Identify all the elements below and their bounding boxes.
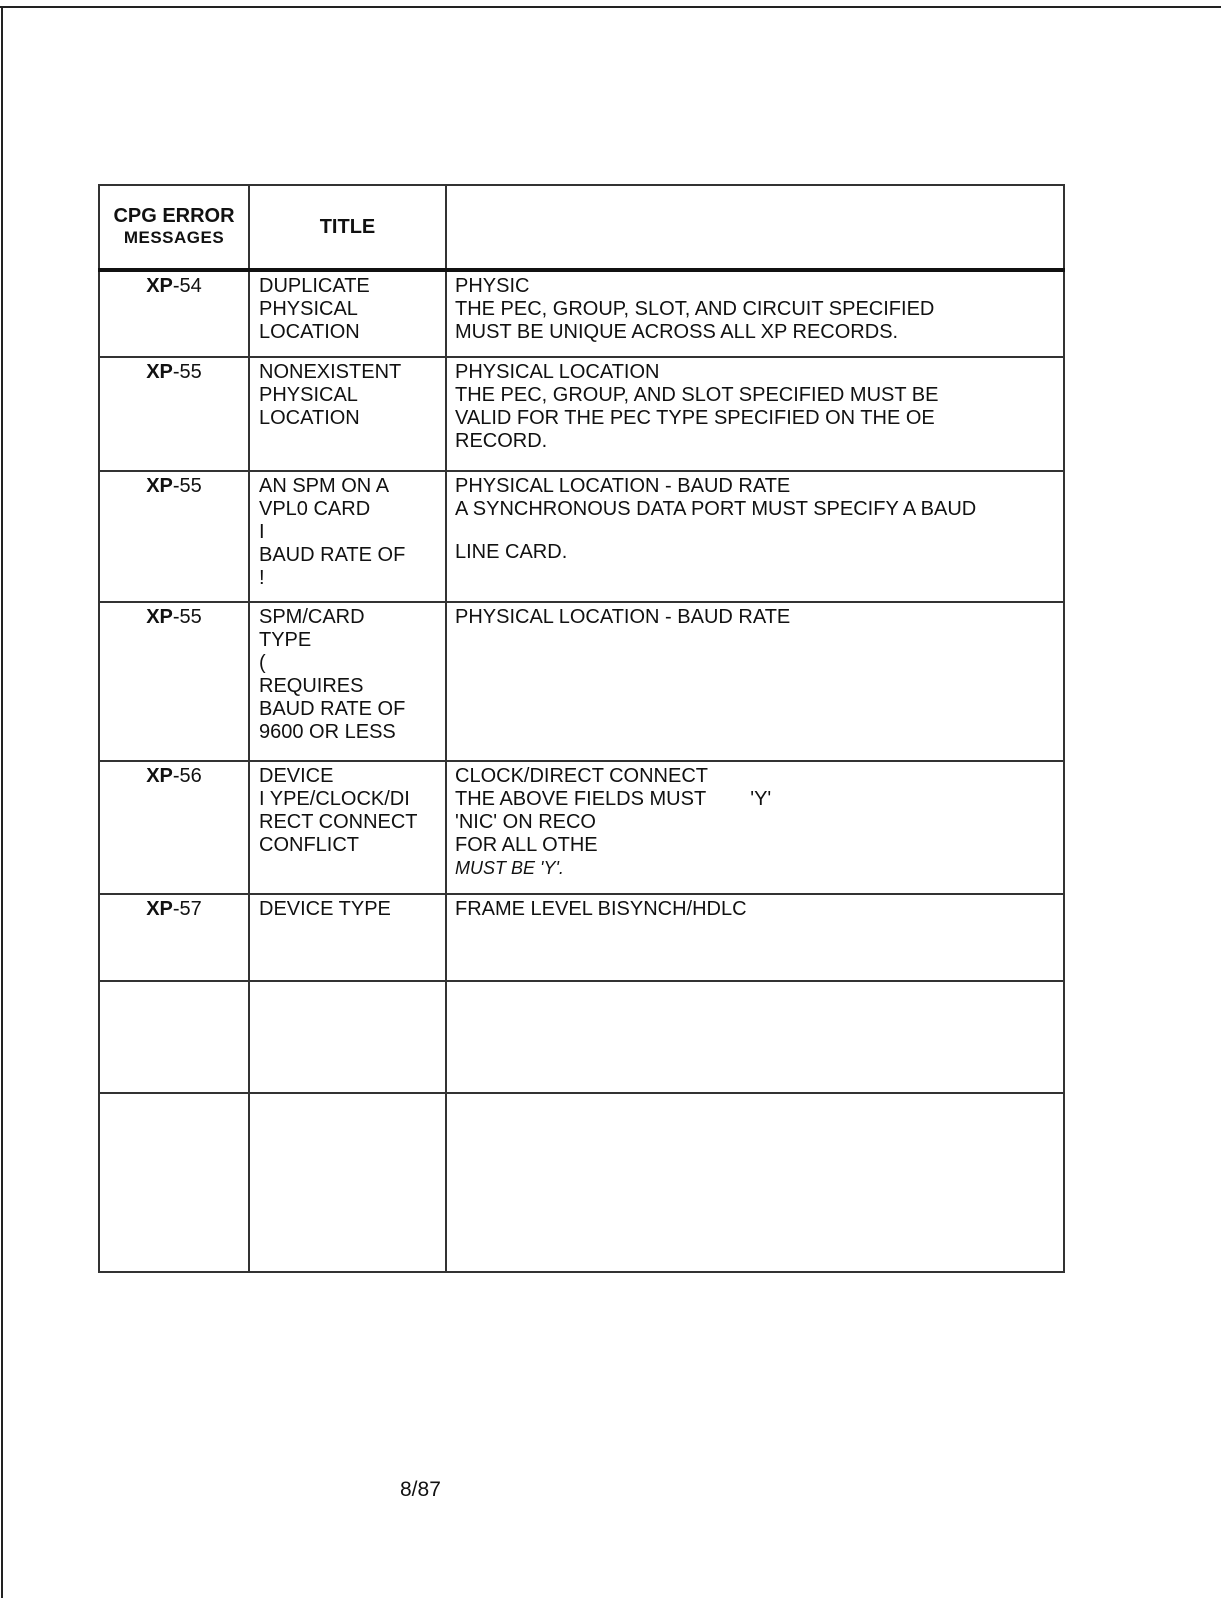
title-line: I YPE/CLOCK/DI [259,788,410,810]
description-line: LINE CARD. [455,541,568,563]
description-line: PHYSICAL LOCATION - BAUD RATE [455,475,791,497]
title-line: DUPLICATE [259,275,370,297]
error-code-suffix: -55 [172,475,202,497]
error-code-cell [99,981,249,1093]
title-line: RECT CONNECT [259,811,418,833]
title-line: BAUD RATE OF [259,698,406,720]
error-description-cell [446,270,1064,357]
page-number: 8/87 [400,1478,441,1501]
error-code-prefix: XP [146,898,173,920]
title-line: REQUIRES [259,675,364,697]
title-line: CONFLICT [259,834,359,856]
title-line: 9600 OR LESS [259,721,396,743]
title-line: I [259,521,265,543]
header-title-label: TITLE [319,215,376,238]
error-title-cell [249,270,446,357]
title-line: BAUD RATE OF [259,544,406,566]
error-description-cell [446,894,1064,981]
error-code-prefix: XP [146,475,173,497]
description-line: THE PEC, GROUP, SLOT, AND CIRCUIT SPECIFIED [455,298,935,320]
description-line: THE ABOVE FIELDS MUST 'Y' [455,788,772,810]
description-line: MUST BE UNIQUE ACROSS ALL XP RECORDS. [455,321,899,343]
title-line: AN SPM ON A [259,475,390,497]
title-line: NONEXISTENT [259,361,402,383]
title-line: LOCATION [259,407,360,429]
header-cpg-error-messages [99,185,249,270]
table-row-empty [99,981,1064,1093]
error-code-prefix: XP [146,275,173,297]
error-description-cell [446,602,1064,761]
title-line: DEVICE TYPE [259,898,391,920]
description-line: THE PEC, GROUP, AND SLOT SPECIFIED MUST BE [455,384,939,406]
title-line: PHYSICAL [259,384,358,406]
error-code-suffix: -55 [172,361,202,383]
table-row [99,270,1064,357]
description-line: RECORD. [455,430,548,452]
title-line: SPM/CARD [259,606,365,628]
description-line: 'NIC' ON RECO [455,811,596,833]
error-code-suffix: -55 [172,606,202,628]
header-title [249,185,446,270]
title-line: LOCATION [259,321,360,343]
error-code-prefix: XP [146,606,173,628]
error-title-cell [249,357,446,471]
description-line: A SYNCHRONOUS DATA PORT MUST SPECIFY A BAUD [455,498,977,520]
header-description [446,185,1064,270]
table-row-empty [99,1093,1064,1272]
header-error-line2: MESSAGES [123,228,225,247]
error-code-cell [99,1093,249,1272]
description-line: PHYSICAL LOCATION [455,361,660,383]
title-line: TYPE [259,629,312,651]
error-title-cell [249,471,446,602]
error-description-cell [446,761,1064,894]
top-rule [0,6,1221,8]
title-line: ! [259,567,265,589]
description-line: VALID FOR THE PEC TYPE SPECIFIED ON THE OE [455,407,935,429]
description-line: MUST BE 'Y'. [455,858,564,878]
table-row [99,471,1064,602]
error-code-cell [99,894,249,981]
error-code-cell [99,602,249,761]
description-line: PHYSIC [455,275,530,297]
error-code-suffix: -54 [172,275,202,297]
error-title-cell [249,602,446,761]
error-code-cell [99,357,249,471]
title-line: ( [259,652,266,674]
description-line: CLOCK/DIRECT CONNECT [455,765,708,787]
error-message-table [98,184,1065,1273]
error-title-cell [249,981,446,1093]
error-code-suffix: -57 [172,898,202,920]
error-description-cell [446,357,1064,471]
error-code-suffix: -56 [172,765,202,787]
title-line: DEVICE [259,765,334,787]
left-margin-rule [1,6,3,1598]
error-title-cell [249,1093,446,1272]
table-row [99,894,1064,981]
header-error-line1: CPG ERROR [113,205,235,227]
error-title-cell [249,761,446,894]
table-row [99,357,1064,471]
error-title-cell [249,894,446,981]
title-line: PHYSICAL [259,298,358,320]
table-row [99,761,1064,894]
error-code-prefix: XP [146,361,173,383]
error-code-prefix: XP [146,765,173,787]
error-code-cell [99,471,249,602]
error-description-cell [446,981,1064,1093]
error-description-cell [446,1093,1064,1272]
error-code-cell [99,761,249,894]
error-code-cell [99,270,249,357]
description-line: FOR ALL OTHE [455,834,598,856]
error-description-cell [446,471,1064,602]
title-line: VPL0 CARD [259,498,371,520]
description-line: PHYSICAL LOCATION - BAUD RATE [455,606,791,628]
table-row [99,602,1064,761]
table-header-row [99,185,1064,270]
description-line: FRAME LEVEL BISYNCH/HDLC [455,898,747,920]
